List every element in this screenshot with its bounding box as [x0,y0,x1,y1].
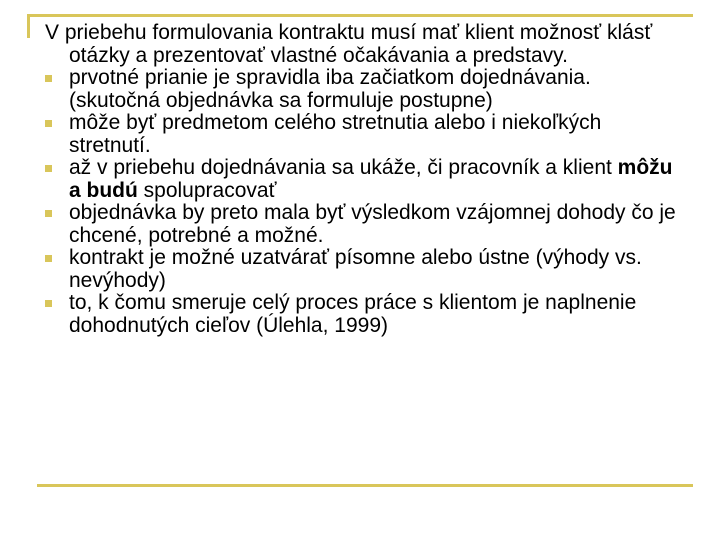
slide-body [45,22,685,337]
list-item [45,202,685,247]
square-bullet-icon [45,165,52,172]
list-item [45,67,685,112]
list-item-text: to, k čomu smeruje celý proces práce s klientom je naplnenie dohodnutých cieľov (Úlehla, 1999) [69,291,637,337]
left-border-line [27,14,30,38]
top-border-line [27,14,693,17]
square-bullet-icon [45,120,52,127]
list-item-text: objednávka by preto mala byť výsledkom vzájomnej dohody čo je chcené, potrebné a možné. [69,201,676,247]
list-item-text: prvotné prianie je spravidla iba začiatkom dojednávania. (skutočná objednávka sa formuluje postupne) [69,66,591,112]
list-item [45,247,685,292]
bottom-border-line [37,484,693,487]
square-bullet-icon [45,300,52,307]
list-item [45,157,685,202]
square-bullet-icon [45,255,52,262]
list-item-text-after: spolupracovať [137,178,277,202]
list-item [45,292,685,337]
list-item-text: kontrakt je možné uzatvárať písomne alebo ústne (výhody vs. nevýhody) [69,246,642,292]
list-item-text: môže byť predmetom celého stretnutia alebo i niekoľkých stretnutí. [69,111,602,157]
bullet-list [45,67,685,337]
intro-paragraph: V priebehu formulovania kontraktu musí mať klient možnosť klásť otázky a prezentovať vlastné očakávania a predstavy. [45,21,653,67]
square-bullet-icon [45,210,52,217]
square-bullet-icon [45,75,52,82]
list-item-text-bold: môžu a budú [69,156,673,202]
list-item [45,112,685,157]
list-item-text-before: až v priebehu dojednávania sa ukáže, či pracovník a klient [69,156,618,179]
